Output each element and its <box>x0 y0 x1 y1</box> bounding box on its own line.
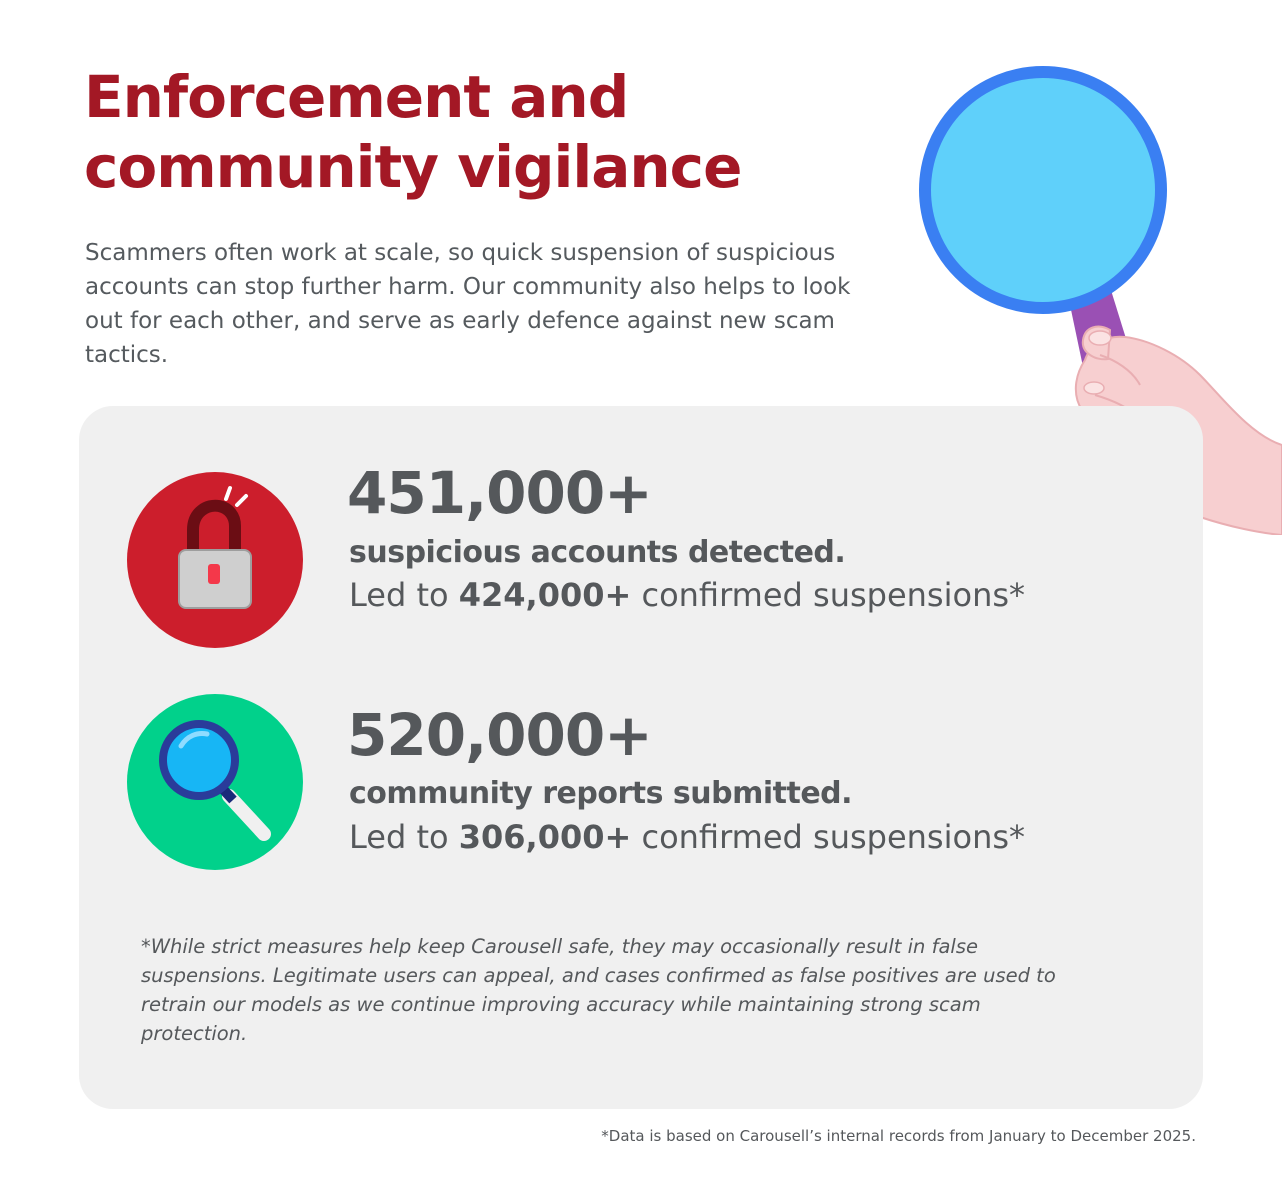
result-prefix: Led to <box>349 818 459 856</box>
magnifier-lens <box>925 72 1161 308</box>
result-suffix: confirmed suspensions* <box>631 818 1026 856</box>
disclaimer-text: *While strict measures help keep Carousell safe, they may occasionally result in false suspensions. Legitimate users can appeal, and cases confirmed as false positives are used to retrain our models as we continue improving accuracy while maintaining strong scam protection. <box>141 935 1056 1045</box>
stat-reports-label: community reports submitted. <box>349 776 853 811</box>
stats-card <box>79 406 1203 1109</box>
stat-accounts-result <box>349 574 1025 616</box>
magnifying-glass-icon <box>127 694 303 870</box>
stat-accounts-label: suspicious accounts detected. <box>349 535 846 570</box>
data-source-footnote: *Data is based on Carousell’s internal records from January to December 2025. <box>601 1127 1196 1145</box>
stat-reports-result <box>349 816 1025 858</box>
stat-accounts-number: 451,000+ <box>347 459 652 527</box>
page-title: Enforcement and community vigilance <box>84 63 742 201</box>
broken-lock-icon <box>127 472 303 648</box>
stat-reports-number: 520,000+ <box>347 701 652 769</box>
intro-paragraph: Scammers often work at scale, so quick suspension of suspicious accounts can stop further harm. Our community also helps to look out for each other, and serve as early defence against new scam tactics. <box>85 240 851 368</box>
result-suffix: confirmed suspensions* <box>631 576 1026 614</box>
result-number: 424,000+ <box>458 576 632 614</box>
result-number: 306,000+ <box>458 818 632 856</box>
result-prefix: Led to <box>349 576 459 614</box>
